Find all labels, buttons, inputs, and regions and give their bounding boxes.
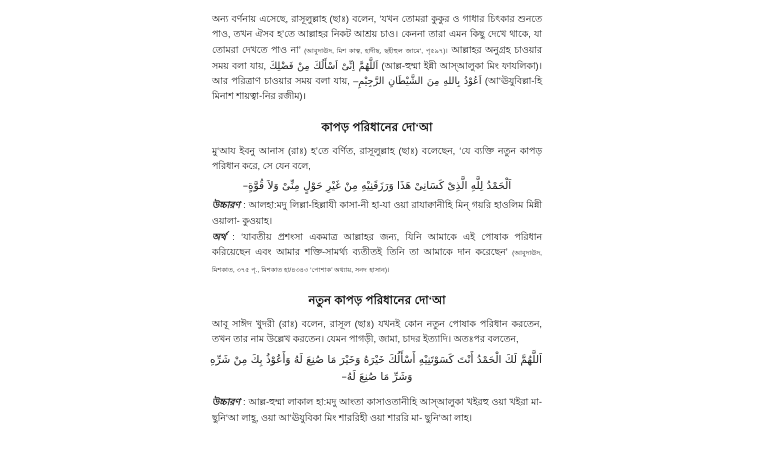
section-spacer-1 bbox=[212, 106, 542, 119]
pronunciation-label-1: উচ্চারণ bbox=[212, 200, 241, 211]
section-2-narration-line-1: আবূ সাঈদ খুদরী (রাঃ) বলেন, রাসূল (ছাঃ) যখনই কোন নতুন পোষাক পরিধান bbox=[212, 318, 508, 329]
intro-line-2: চিৎকার শুনতে পাও, তখন ঐসব হ’তে আল্লাহর নিকট আশ্রয় চাও। কেননা তারা bbox=[212, 14, 542, 40]
intro-citation-a: (আবুদাঊদ, মিশ কাত্ব, হাদীছ, ছহীহুল জামে‘, পৃ bbox=[304, 47, 431, 55]
intro-paragraph bbox=[212, 12, 542, 105]
meaning-label-1: অর্থ bbox=[212, 231, 227, 242]
section-1-meaning-line-3: করেছেন’ bbox=[475, 247, 513, 258]
section-spacer-2 bbox=[212, 279, 542, 292]
section-2-arabic-dua-line-1: اَللَّهُمَّ لَكَ الْحَمْدُ أَنْتَ كَسَوْتَنِيْهِ أَسْأَلُكَ خَيْرَهُ وَخَيْرَ مَا صُنِعَ لَهُ وَأَعُوْذُ بِكَ مِنْ شَرِّهِ bbox=[209, 354, 542, 367]
section-1-pronunciation bbox=[212, 198, 542, 229]
section-2-narration bbox=[212, 317, 542, 348]
section-2-pronunciation bbox=[212, 395, 542, 426]
section-2-arabic-dua-line-2: وَشَرِّ مَا صُنِعَ لَهُ– bbox=[341, 371, 413, 384]
section-2-heading: নতুন কাপড় পরিধানের দো‘আ bbox=[308, 294, 446, 307]
section-2-narration-line-2: করতেন, তখন তার নাম উল্লেখ করতেন। যেমন পাগড়ী, জামা, চাদর ইত্যাদি। bbox=[212, 318, 542, 345]
intro-line-7: রজীম)। bbox=[278, 91, 307, 102]
section-1-narration bbox=[212, 144, 542, 175]
intro-line-3: এমন কিছু দেখে থাকে, যা তোমরা দেখতে পাও না’ bbox=[212, 29, 542, 55]
pronunciation-label-2: উচ্চারণ bbox=[212, 397, 241, 408]
intro-citation-b: ৫৯৭)। bbox=[430, 47, 448, 55]
section-2-narration-line-3: অতঃপর বলতেন, bbox=[453, 334, 519, 345]
section-1-narration-line-2: নতুন কাপড় পরিধান করে, সে যেন বলে, bbox=[212, 145, 542, 172]
pronunciation-spacer-2 bbox=[212, 386, 542, 395]
intro-line-6: যায়, – bbox=[333, 76, 359, 87]
intro-arabic-phrase-2: اَعُوْذُ بِاللهِ مِنَ الشَّيْطَانِ الرَّجِيْمِ bbox=[358, 76, 482, 88]
section-1-pronunciation-line-1: : আলহা:মদু লিল্লা-হিল্লাযী কাসা-নী হা-যা ওয়া রাযাক্বানীহি মিন্ গয়রি bbox=[240, 200, 492, 211]
section-1-arabic-dua: اَلْحَمْدُ لِلَّهِ الَّذِىْ كَسَانِىْ هَذَا وَرَزَقَنِيْهِ مِنْ غَيْرِ حَوْلٍ مِنِّىْ وَلاَ قُوَّةٍ– bbox=[242, 180, 512, 193]
section-1-meaning bbox=[212, 230, 542, 278]
section-2-pronunciation-line-2: খইরা মা- ছুনি‘আ লাহূ, ওয়া আ‘ঊযুবিকা মিং শাররিহী ওয়া শাররি মা- ছুনি‘আ লাহ। bbox=[212, 397, 542, 423]
section-1-meaning-line-2: পরিধান করিয়েছেন এবং আমার শক্তি-সামর্থ্য ব্যতীতই তিনি তা আমাকে দান bbox=[212, 231, 542, 258]
section-1-pronunciation-line-2: হাওলিম মিন্নী ওয়ালা- কুওয়াহ। bbox=[212, 200, 542, 226]
intro-line-5: (আল্ল-হুম্মা ইন্নী আস্আলুকা মিং ফাযলিকা)। আর পরিত্রাণ চাওয়ার সময় বলা bbox=[212, 60, 542, 87]
intro-line-4: আল্লাহর অনুগ্রহ চাওয়ার সময় বলা যায়, bbox=[212, 44, 542, 71]
intro-line-1: অন্য বর্ণনায় এসেছে, রাসূলুল্লাহ (ছাঃ) বলেন, ‘যখন তোমরা কুকুর ও গাধার bbox=[212, 14, 485, 24]
text-column bbox=[209, 12, 543, 427]
section-1-meaning-line-1: : ‘যাবতীয় প্রশংসা একমাত্র আল্লাহর জন্য, যিনি আমাকে এই পোষাক bbox=[226, 231, 509, 242]
intro-arabic-phrase-1: اَللَّهُمَّ اِنِّىْ اَسْأَلُكَ مِنْ فَضْلِكَ bbox=[269, 60, 379, 72]
section-1-heading: কাপড় পরিধানের দো‘আ bbox=[321, 121, 433, 134]
section-1-citation-line-1: (আবুদাঊদ, মিশকাত, ৩৭৫ পৃ., মিশকাত হা/৪৩৪৩ ‘পোশাক’ অধ্যায়, সনদ bbox=[212, 250, 543, 274]
section-1-citation-line-2: হাসান)। bbox=[369, 266, 390, 274]
section-2-pronunciation-line-1: : আল্ল-হুম্মা লাকাল হা:মদু আংতা কাসাওতানীহি আস্আলুকা খইরহু ওয়া bbox=[240, 397, 507, 408]
section-1-narration-line-1: মু‘আয ইবনু আনাস (রাঃ) হ’তে বর্ণিত, রাসূলুল্লাহ (ছাঃ) বলেছেন, ‘যে ব্যক্তি bbox=[212, 145, 494, 156]
intro-line-6-tail: (আ‘ঊযুবিল্লা-হি মিনাশ শায়ত্বা-নির bbox=[212, 76, 542, 102]
